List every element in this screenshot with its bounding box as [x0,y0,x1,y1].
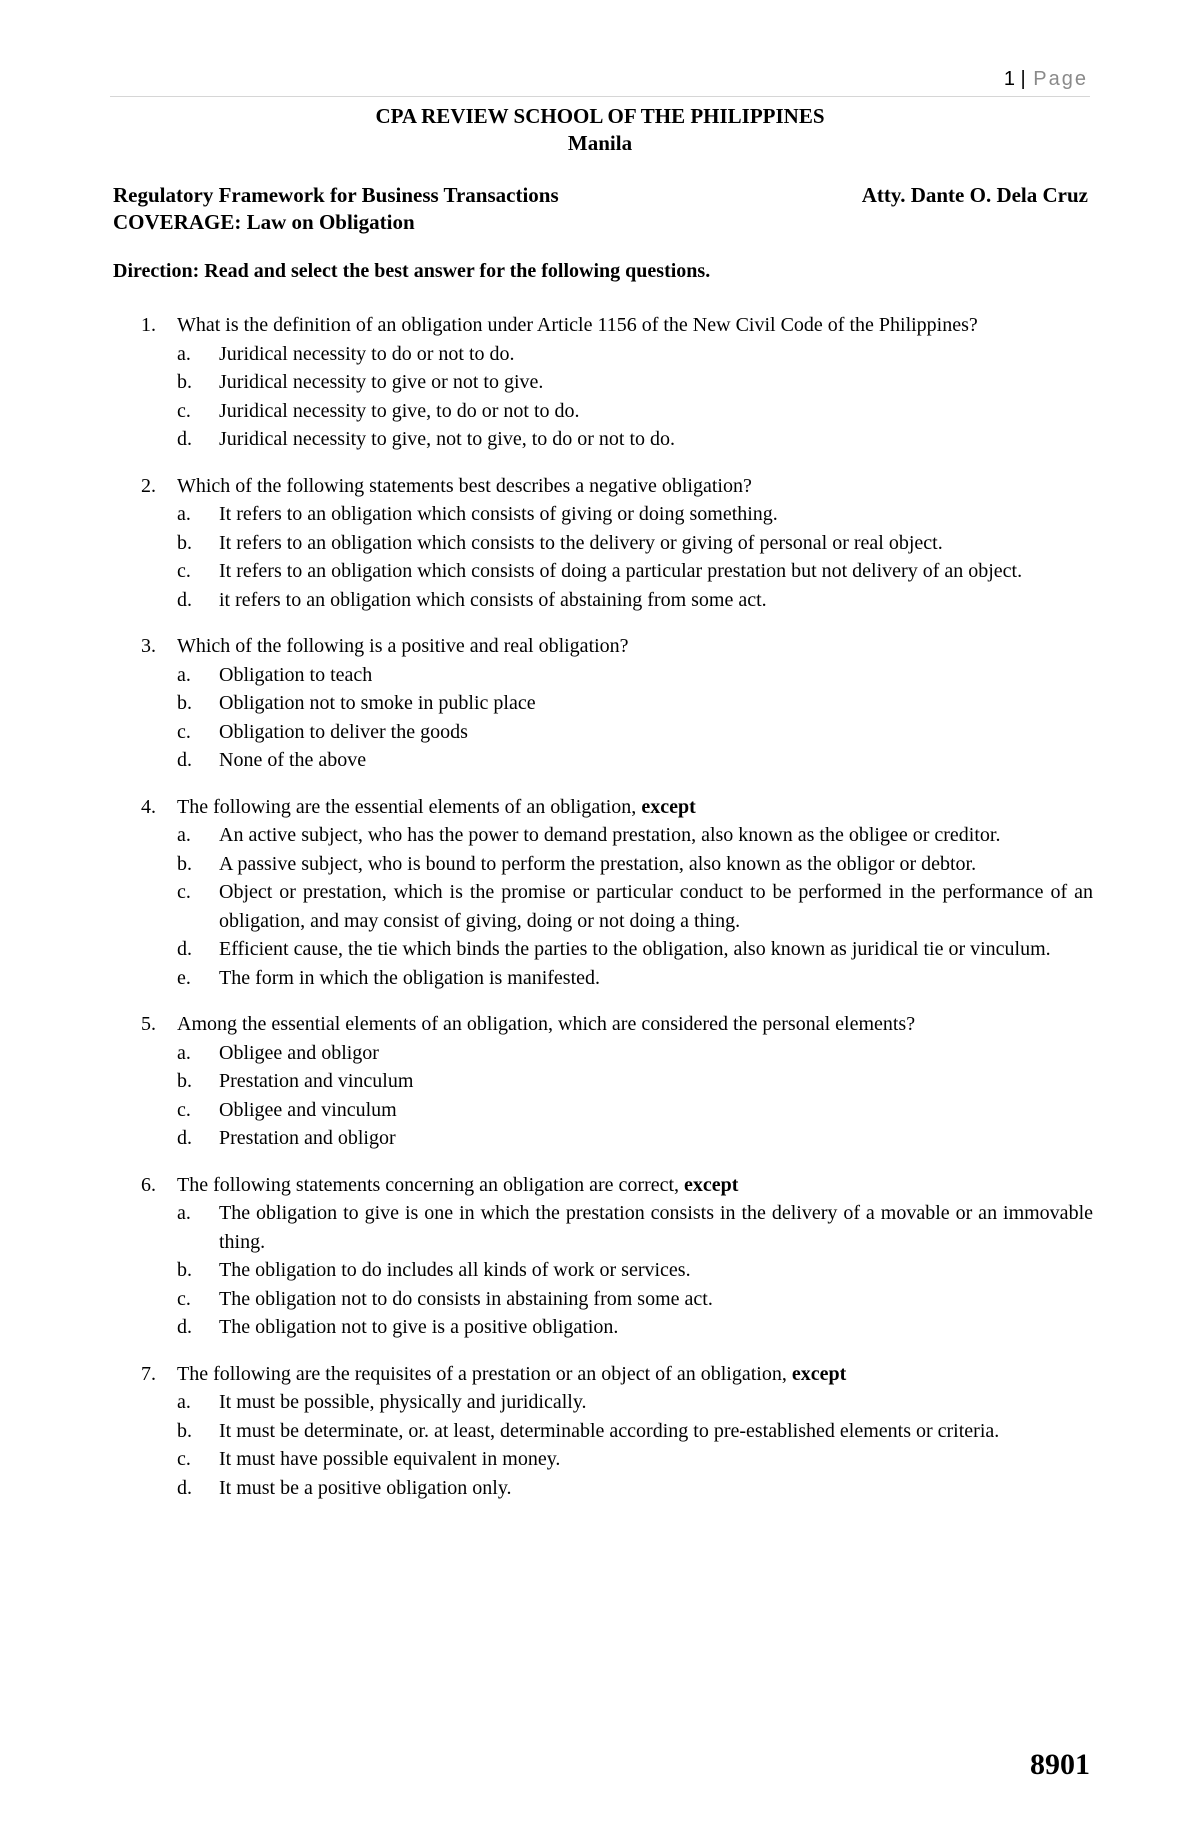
option-text: Object or prestation, which is the promise or particular conduct to be performed in the performance of an obligation, and may consist of giving, doing or not doing a thing. [219,881,1093,932]
option-text: The obligation to give is one in which the prestation consists in the delivery of a movable or an immovable thing. [219,1202,1093,1253]
question-stem: The following are the requisites of a prestation or an object of an obligation, [177,1362,787,1385]
page-number [1004,68,1088,91]
option-text: It must be a positive obligation only. [219,1476,512,1499]
question-item [113,1171,1093,1342]
option-letter: a. [177,1041,191,1064]
question-stem: What is the definition of an obligation under Article 1156 of the New Civil Code of the Philippines? [177,314,978,336]
answer-option [177,1417,1093,1446]
answer-option [177,821,1093,850]
answer-option [177,1388,1093,1417]
option-text: Juridical necessity to give, not to give, to do or not to do. [219,428,676,450]
option-letter: b. [177,531,192,554]
page-number-value: 1 [1003,68,1015,90]
answer-option [177,500,1093,529]
option-letter: d. [177,428,192,450]
question-emphasis: except [641,795,696,818]
answer-option [177,425,1093,454]
question-number: 1. [141,314,156,336]
option-letter: c. [177,560,191,582]
question-text [177,793,1093,822]
option-letter: c. [177,881,191,903]
option-letter: b. [177,1259,192,1281]
question-number: 5. [141,1013,156,1035]
school-name: CPA REVIEW SCHOOL OF THE PHILIPPINES [375,104,825,128]
option-text: Obligation to deliver the goods [219,720,468,743]
option-letter: a. [177,1391,191,1413]
answer-option [177,964,1093,993]
answer-option [177,1256,1093,1285]
option-text: Juridical necessity to give, to do or not to do. [219,399,580,422]
answer-option [177,368,1093,397]
answer-option [177,1067,1093,1096]
question-number: 3. [141,635,156,657]
option-letter: b. [177,1070,192,1092]
option-letter: b. [177,692,192,714]
answer-option [177,1039,1093,1068]
question-item [113,1360,1093,1503]
question-item [113,1010,1093,1153]
option-letter: b. [177,1419,192,1442]
option-letter: a. [177,663,191,686]
page-number-separator: | [1020,68,1026,90]
question-text [177,472,1093,501]
option-letter: c. [177,399,191,422]
option-text: The form in which the obligation is manifested. [219,966,601,989]
option-text: It must be possible, physically and juridically. [219,1391,587,1413]
answer-option [177,557,1093,586]
option-letter: d. [177,1316,192,1338]
option-letter: c. [177,1098,191,1121]
header-divider [110,96,1090,97]
option-letter: e. [177,966,191,989]
answer-option [177,661,1093,690]
answer-option [177,1096,1093,1125]
question-emphasis: except [684,1173,739,1196]
question-number: 4. [141,795,156,818]
subject-title: Regulatory Framework for Business Transactions [113,183,559,207]
option-text: it refers to an obligation which consists of abstaining from some act. [219,588,767,611]
answer-option [177,718,1093,747]
option-text: Prestation and vinculum [219,1070,414,1092]
question-item [113,632,1093,775]
author-name: Atty. Dante O. Dela Cruz [861,183,1088,207]
option-letter: c. [177,1287,191,1310]
question-number: 6. [141,1173,156,1196]
option-letter: d. [177,1127,192,1149]
option-letter: d. [177,938,192,960]
option-text: The obligation not to do consists in abstaining from some act. [219,1287,713,1310]
answer-option [177,746,1093,775]
option-text: It refers to an obligation which consists to the delivery or giving of personal or real object. [219,531,943,554]
question-number: 7. [141,1362,156,1385]
option-letter: a. [177,1202,191,1224]
answer-option [177,1199,1093,1256]
option-letter: c. [177,1448,191,1470]
option-text: The obligation not to give is a positive obligation. [219,1316,619,1338]
question-text [177,1010,1093,1039]
answer-option [177,1313,1093,1342]
question-text [177,1360,1093,1389]
option-text: Efficient cause, the tie which binds the parties to the obligation, also known as juridical tie or vinculum. [219,938,1051,960]
option-text: The obligation to do includes all kinds of work or services. [219,1259,691,1281]
question-emphasis: except [791,1362,847,1385]
answer-option [177,397,1093,426]
option-letter: a. [177,503,191,525]
option-letter: d. [177,749,192,771]
answer-option [177,1474,1093,1503]
option-text: An active subject, who has the power to demand prestation, also known as the obligee or creditor. [219,824,1001,846]
option-letter: b. [177,852,192,875]
option-text: Obligee and obligor [219,1041,379,1064]
option-text: A passive subject, who is bound to perform the prestation, also known as the obligor or debtor. [219,852,977,875]
question-number: 2. [141,474,156,497]
answer-option [177,1445,1093,1474]
question-text [177,311,1093,340]
option-letter: a. [177,824,191,846]
option-text: Obligation to teach [219,663,373,686]
page-label: Page [1033,68,1088,90]
option-text: Juridical necessity to give or not to give. [219,371,544,393]
answer-option [177,529,1093,558]
option-text: It refers to an obligation which consists of giving or doing something. [219,503,778,525]
answer-option [177,878,1093,935]
option-letter: d. [177,1476,192,1499]
question-item [113,793,1093,993]
option-letter: b. [177,371,192,393]
option-letter: d. [177,588,192,611]
answer-option [177,1285,1093,1314]
question-stem: The following statements concerning an obligation are correct, [177,1173,680,1196]
option-letter: c. [177,720,191,743]
question-text [177,632,1093,661]
question-stem: The following are the essential elements of an obligation, [177,795,637,818]
option-text: It must have possible equivalent in money. [219,1448,561,1470]
answer-option [177,1124,1093,1153]
answer-option [177,689,1093,718]
question-stem: Among the essential elements of an obligation, which are considered the personal elements? [177,1013,916,1035]
question-item [113,311,1093,454]
option-text: Obligation not to smoke in public place [219,692,536,714]
question-stem: Which of the following is a positive and real obligation? [177,635,629,657]
answer-option [177,850,1093,879]
option-text: Obligee and vinculum [219,1098,397,1121]
coverage-line: COVERAGE: Law on Obligation [113,210,415,234]
question-item [113,472,1093,615]
option-text: It must be determinate, or. at least, determinable according to pre-established elements or criteria. [219,1419,1000,1442]
option-text: It refers to an obligation which consists of doing a particular prestation but not delivery of an object. [219,560,1023,582]
option-text: None of the above [219,749,367,771]
document-code: 8901 [1030,1748,1090,1781]
option-text: Juridical necessity to do or not to do. [219,342,515,365]
answer-option [177,935,1093,964]
directions: Direction: Read and select the best answer for the following questions. [113,260,711,282]
answer-option [177,340,1093,369]
school-city: Manila [567,131,633,155]
option-text: Prestation and obligor [219,1127,396,1149]
option-letter: a. [177,342,191,365]
question-stem: Which of the following statements best describes a negative obligation? [177,474,752,497]
question-list [113,311,1093,1520]
question-text [177,1171,1093,1200]
answer-option [177,586,1093,615]
